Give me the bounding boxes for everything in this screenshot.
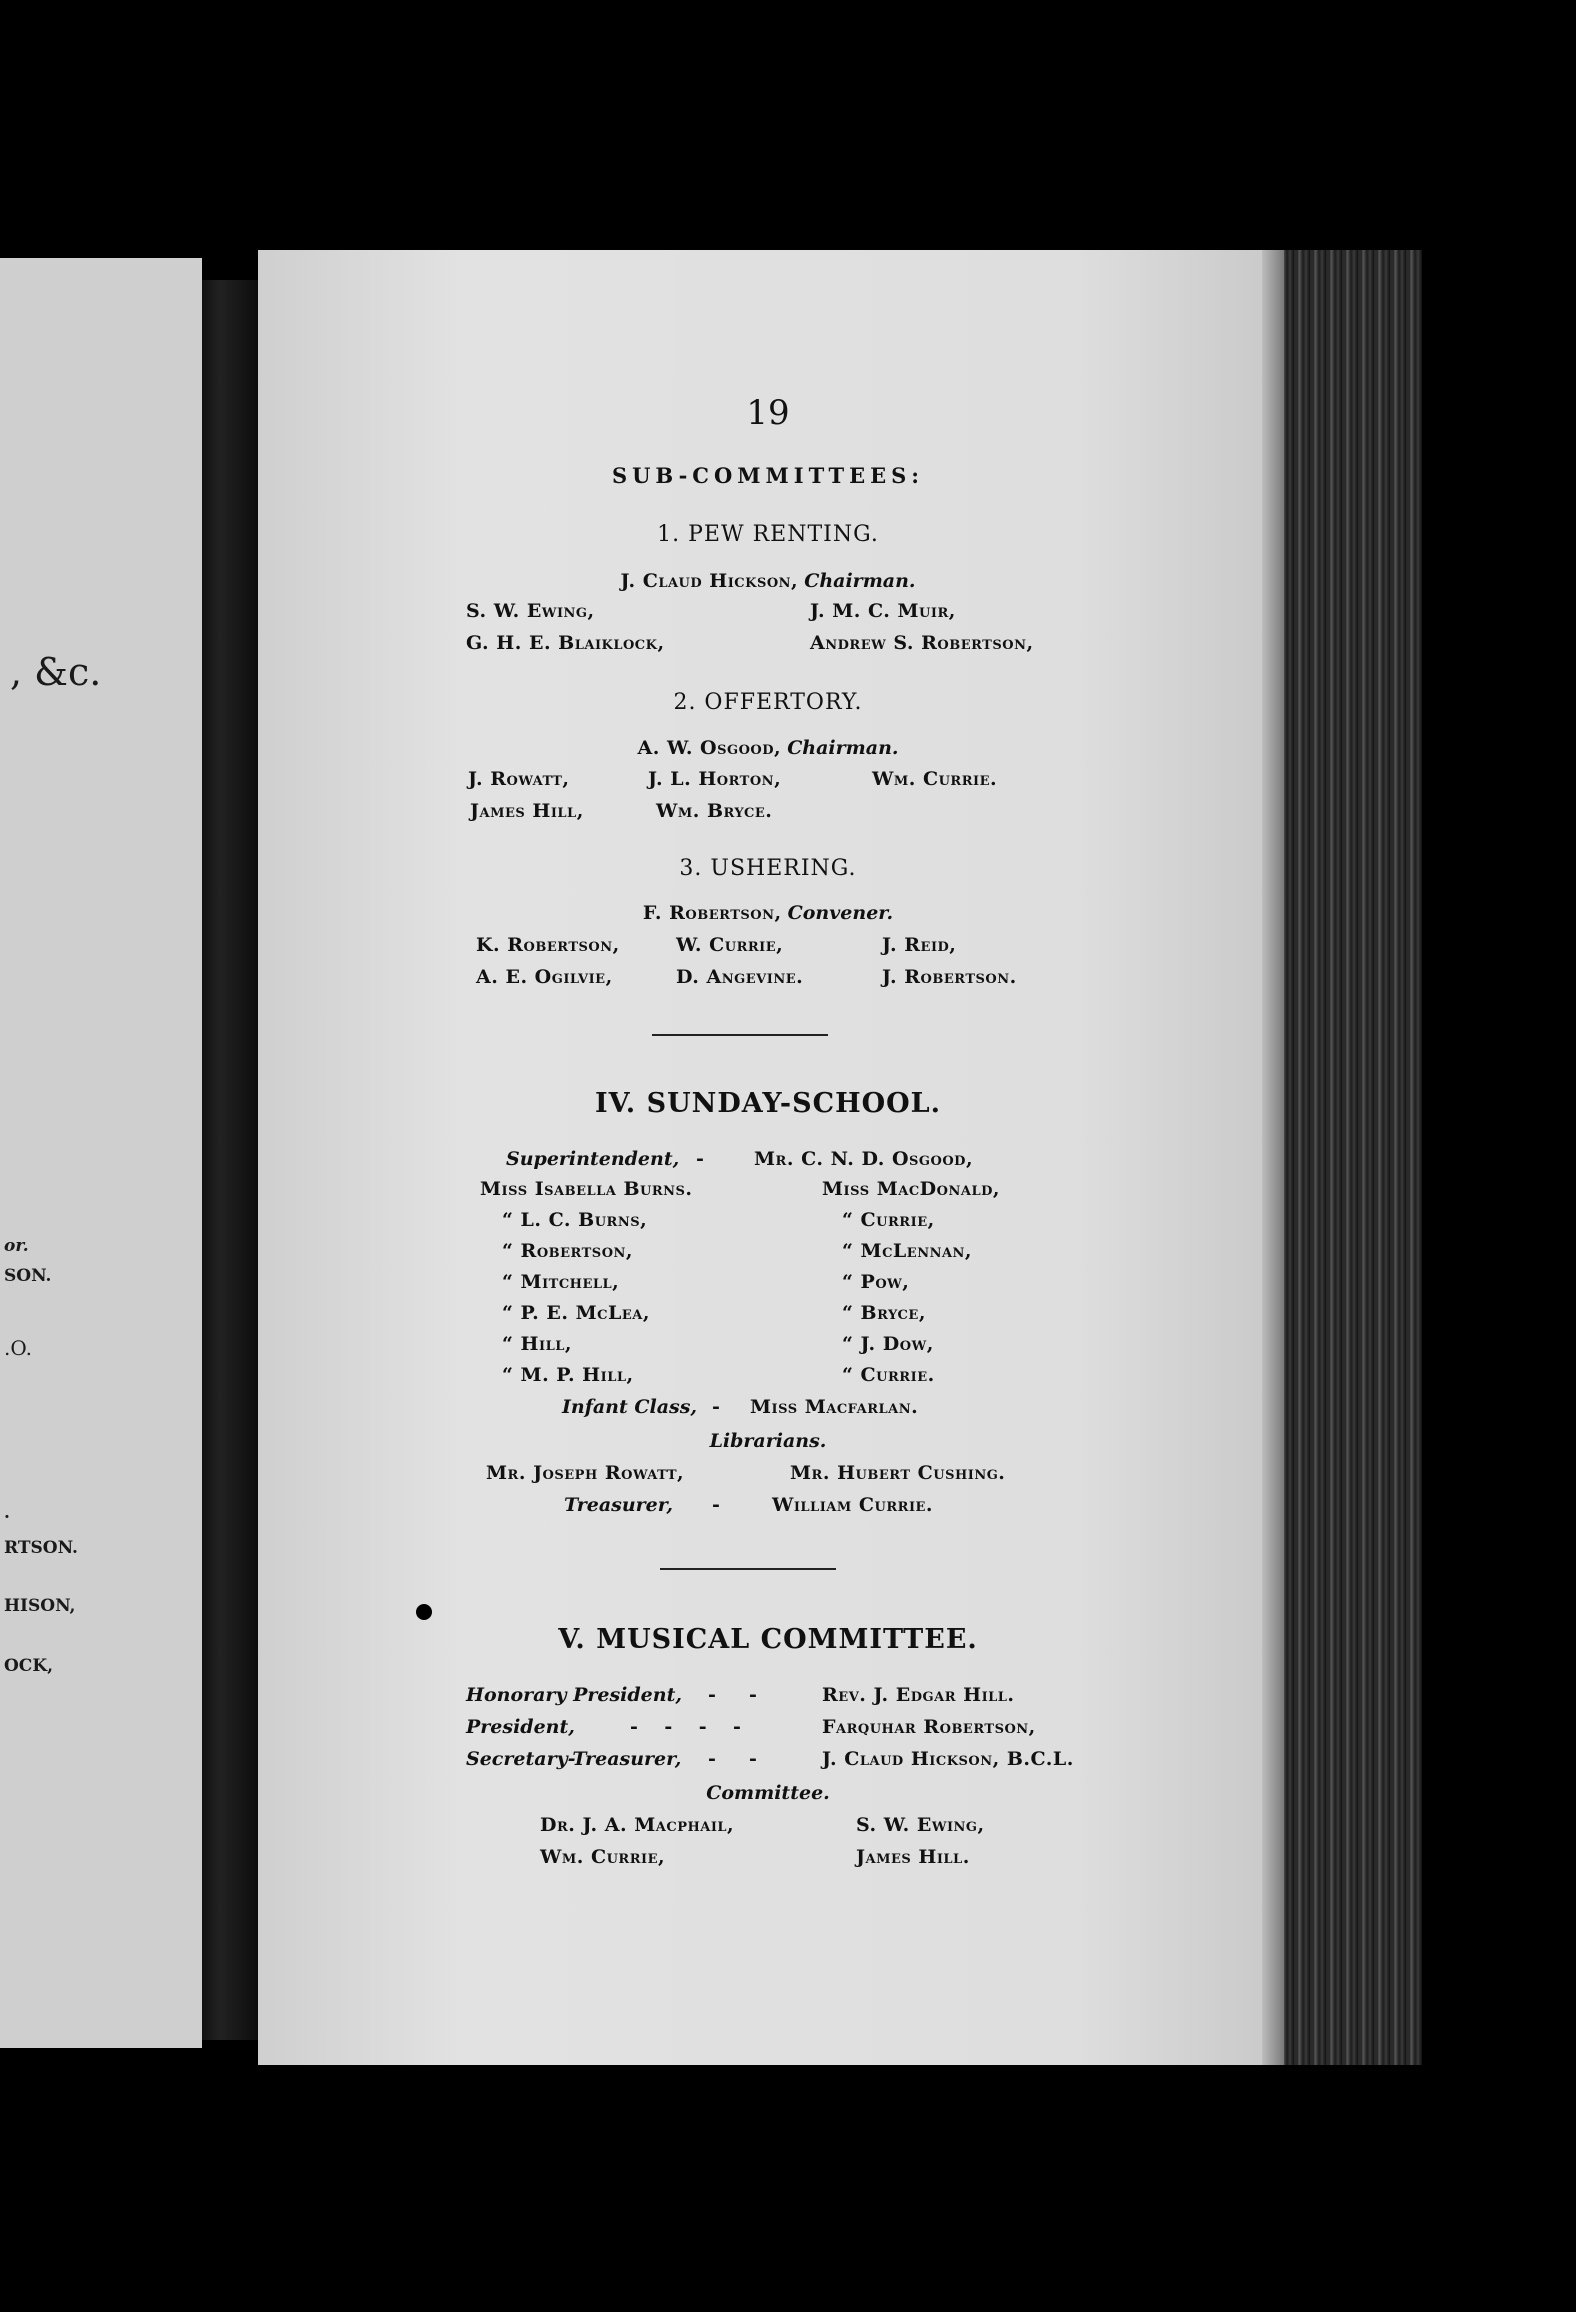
member-name: S. W. Ewing, (466, 600, 595, 622)
teacher-name: “ Robertson, (502, 1240, 634, 1262)
left-page-fragment: , &c. (10, 650, 102, 694)
teacher-name: “ Currie. (842, 1364, 935, 1386)
chairman-role: Chairman. (787, 737, 899, 759)
member-name: Wm. Currie, (540, 1846, 666, 1868)
librarians-label: Librarians. (709, 1430, 827, 1452)
left-page-fragment: RTSON. (4, 1538, 78, 1558)
infant-class-name: Miss Macfarlan. (750, 1396, 919, 1418)
officer-dashes: - - (708, 1684, 757, 1706)
member-name: S. W. Ewing, (856, 1814, 985, 1836)
member-name: J. M. C. Muir, (810, 600, 956, 622)
teacher-name: “ McLennan, (842, 1240, 973, 1262)
ushering-convener (258, 902, 1278, 924)
previous-page (0, 258, 202, 2048)
musical-committee-title: V. MUSICAL COMMITTEE. (558, 1624, 978, 1655)
officer-role: President, (466, 1716, 575, 1738)
member-name: Wm. Bryce. (656, 800, 773, 822)
member-name: W. Currie, (676, 934, 784, 956)
superintendent-name: Mr. C. N. D. Osgood, (754, 1148, 974, 1170)
chairman-name: A. W. Osgood, (637, 737, 782, 759)
officer-dashes: - - - - (630, 1716, 741, 1738)
teacher-name: “ M. P. Hill, (502, 1364, 634, 1386)
officer-name: Farquhar Robertson, (822, 1716, 1036, 1738)
member-name: Wm. Currie. (872, 768, 998, 790)
officer-dashes: - - (708, 1748, 757, 1770)
teacher-name: Miss MacDonald, (822, 1178, 1000, 1200)
member-name: G. H. E. Blaiklock, (466, 632, 665, 654)
pew-renting-chairman (258, 570, 1278, 592)
page-number: 19 (746, 393, 790, 433)
teacher-name: “ Mitchell, (502, 1271, 620, 1293)
teacher-name: “ L. C. Burns, (502, 1209, 648, 1231)
teacher-name: “ Currie, (842, 1209, 935, 1231)
officer-name: Rev. J. Edgar Hill. (822, 1684, 1015, 1706)
left-page-fragment: OCK, (4, 1656, 54, 1676)
treasurer-name: William Currie. (772, 1494, 934, 1516)
convener-role: Convener. (787, 902, 894, 924)
left-page-fragment: . (4, 1503, 10, 1523)
librarian-name: Mr. Joseph Rowatt, (486, 1462, 685, 1484)
chairman-role: Chairman. (804, 570, 916, 592)
convener-name: F. Robertson, (642, 902, 782, 924)
teacher-name: “ Pow, (842, 1271, 910, 1293)
member-name: James Hill. (856, 1846, 970, 1868)
chairman-name: J. Claud Hickson, (620, 570, 799, 592)
officer-role: Secretary-Treasurer, (466, 1748, 682, 1770)
member-name: James Hill, (470, 800, 584, 822)
committee-label: Committee. (706, 1782, 830, 1804)
member-name: A. E. Ogilvie, (476, 966, 613, 988)
teacher-name: “ P. E. McLea, (502, 1302, 650, 1324)
section-divider (660, 1568, 836, 1570)
superintendent-label: Superintendent, (506, 1148, 680, 1170)
member-name: K. Robertson, (476, 934, 620, 956)
ushering-title: 3. USHERING. (679, 856, 857, 881)
ink-blot (416, 1604, 432, 1620)
left-page-fragment: or. (4, 1236, 29, 1256)
offertory-chairman (258, 737, 1278, 759)
sunday-school-title: IV. SUNDAY-SCHOOL. (594, 1088, 942, 1119)
member-name: Dr. J. A. Macphail, (540, 1814, 735, 1836)
teacher-name: “ Hill, (502, 1333, 572, 1355)
infant-class-label: Infant Class, (562, 1396, 698, 1418)
treasurer-label: Treasurer, (564, 1494, 674, 1516)
teacher-name: Miss Isabella Burns. (480, 1178, 693, 1200)
left-page-fragment: SON. (4, 1266, 52, 1286)
dash: - (696, 1148, 704, 1170)
dash: - (712, 1396, 720, 1418)
member-name: J. Rowatt, (468, 768, 570, 790)
page-edges (1262, 250, 1422, 2065)
officer-name: J. Claud Hickson, B.C.L. (822, 1748, 1074, 1770)
member-name: Andrew S. Robertson, (810, 632, 1034, 654)
member-name: J. L. Horton, (648, 768, 782, 790)
teacher-name: “ Bryce, (842, 1302, 926, 1324)
member-name: J. Robertson. (882, 966, 1017, 988)
librarian-name: Mr. Hubert Cushing. (790, 1462, 1006, 1484)
left-page-fragment: .O. (4, 1336, 32, 1360)
dash: - (712, 1494, 720, 1516)
member-name: J. Reid, (882, 934, 957, 956)
sub-committees-heading: SUB-COMMITTEES: (611, 463, 925, 488)
officer-role: Honorary President, (466, 1684, 682, 1706)
offertory-title: 2. OFFERTORY. (673, 690, 863, 715)
section-divider (652, 1034, 828, 1036)
member-name: D. Angevine. (676, 966, 804, 988)
teacher-name: “ J. Dow, (842, 1333, 934, 1355)
left-page-fragment: HISON, (4, 1596, 76, 1616)
book-gutter (202, 280, 262, 2040)
pew-renting-title: 1. PEW RENTING. (657, 522, 879, 547)
